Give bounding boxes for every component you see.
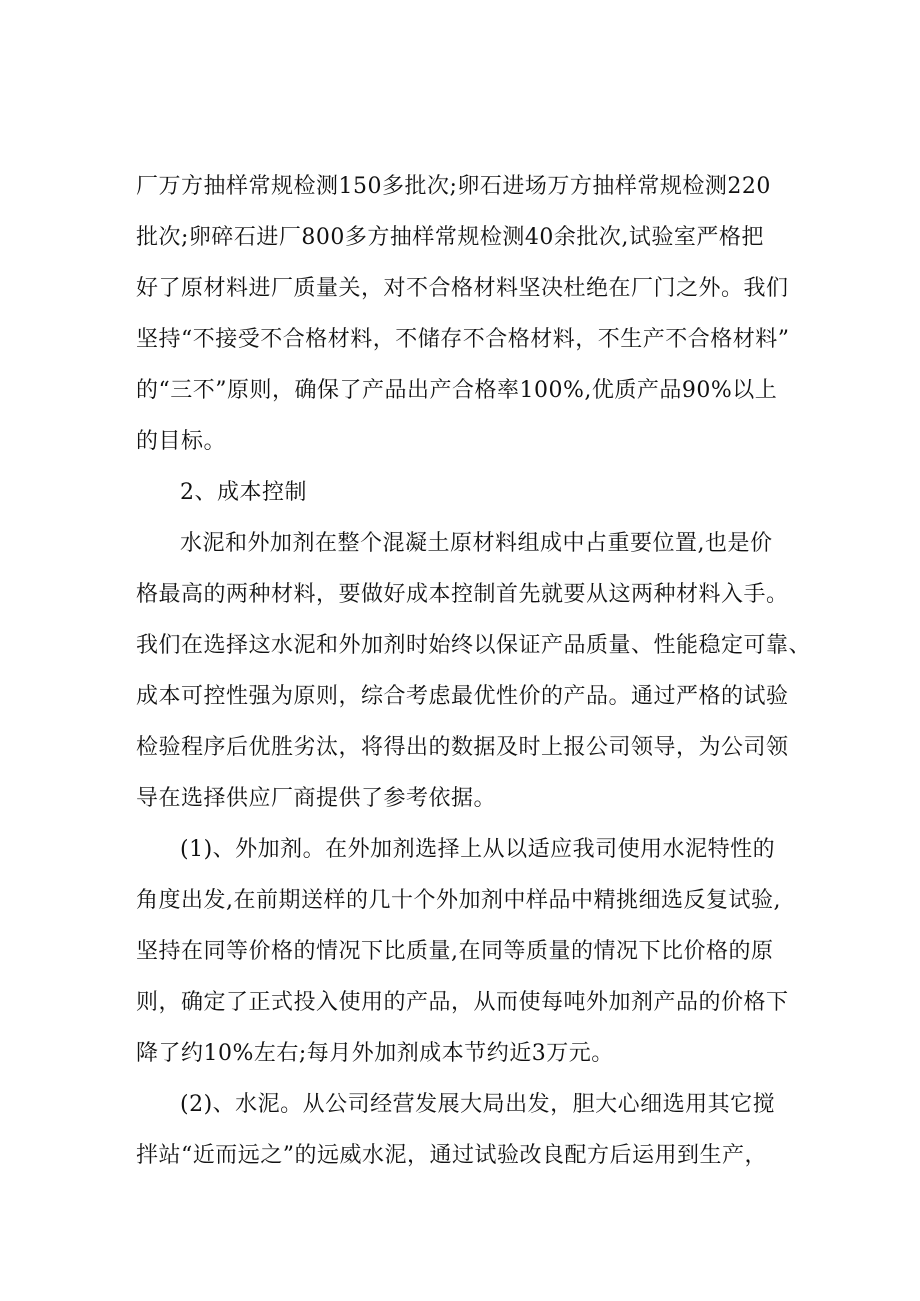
text-line: 导在选择供应厂商提供了参考依据。 xyxy=(136,786,497,811)
text-line: 坚持在同等价格的情况下比质量,在同等质量的情况下比价格的原 xyxy=(136,939,774,964)
text-line: (1)、外加剂。在外加剂选择上从以适应我司使用水泥特性的 xyxy=(180,837,776,862)
text-line: 我们在选择这水泥和外加剂时始终以保证产品质量、性能稳定可靠、 xyxy=(136,633,812,658)
text-line: 坚持“不接受不合格材料，不储存不合格材料，不生产不合格材料” xyxy=(136,327,790,352)
text-line: 成本可控性强为原则，综合考虑最优性价的产品。通过严格的试验 xyxy=(136,684,789,709)
text-line: 的“三不”原则，确保了产品出产合格率100%,优质产品90%以上 xyxy=(136,378,778,403)
text-line: (2)、水泥。从公司经营发展大局出发，胆大心细选用其它搅 xyxy=(180,1092,776,1117)
text-line: 角度出发,在前期送样的几十个外加剂中样品中精挑细选反复试验, xyxy=(136,888,781,913)
text-line: 则，确定了正式投入使用的产品，从而使每吨外加剂产品的价格下 xyxy=(136,990,789,1015)
text-line: 格最高的两种材料，要做好成本控制首先就要从这两种材料入手。 xyxy=(136,582,789,607)
text-line: 拌站“近而远之”的远威水泥，通过试验改良配方后运用到生产， xyxy=(136,1143,767,1168)
section-heading: 2、成本控制 xyxy=(180,480,307,505)
text-line: 降了约10%左右;每月外加剂成本节约近3万元。 xyxy=(136,1041,614,1066)
text-line: 好了原材料进厂质量关，对不合格材料坚决杜绝在厂门之外。我们 xyxy=(136,276,789,301)
text-line: 水泥和外加剂在整个混凝土原材料组成中占重要位置,也是价 xyxy=(180,531,773,556)
text-line: 的目标。 xyxy=(136,429,227,454)
text-line: 厂万方抽样常规检测150多批次;卵石进场万方抽样常规检测220 xyxy=(136,174,771,199)
text-line: 批次;卵碎石进厂800多方抽样常规检测40余批次,试验室严格把 xyxy=(136,225,764,250)
text-line: 检验程序后优胜劣汰，将得出的数据及时上报公司领导，为公司领 xyxy=(136,735,789,760)
